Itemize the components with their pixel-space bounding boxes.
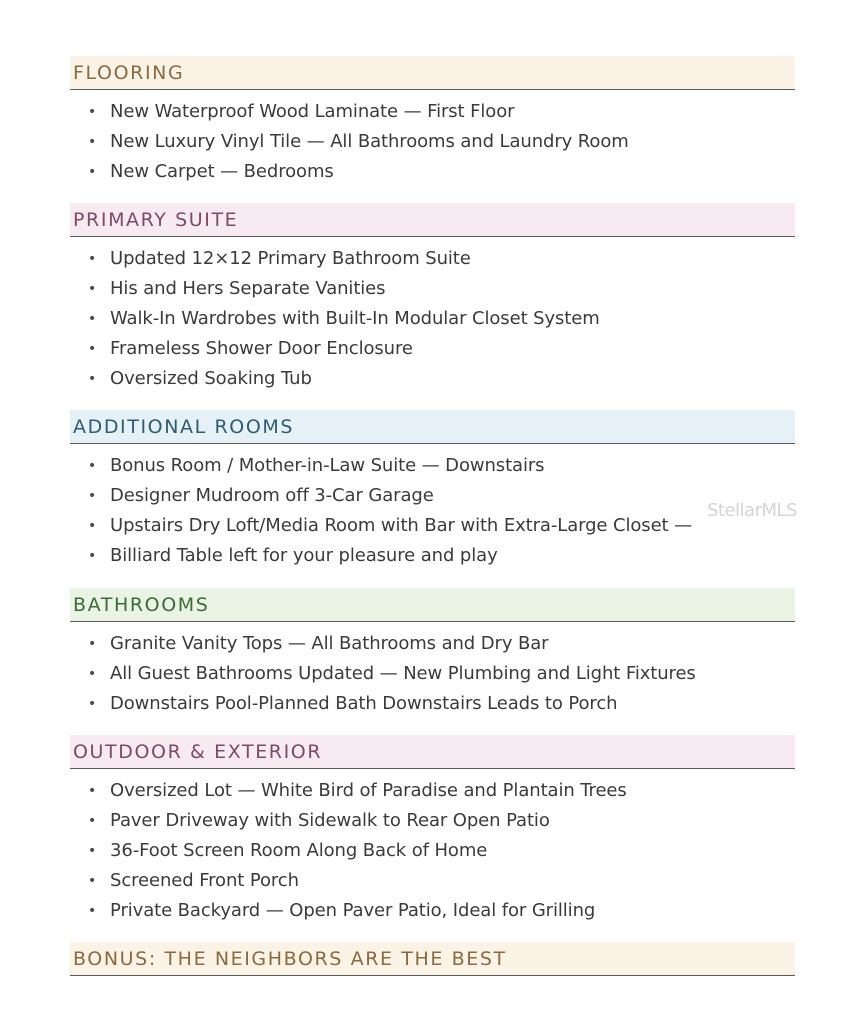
list-item: [70, 481, 795, 511]
item-text: 36-Foot Screen Room Along Back of Home: [110, 840, 488, 861]
list-item: [70, 364, 795, 394]
list-item: [70, 541, 795, 571]
list-item: [70, 244, 795, 274]
bullet-icon: •: [88, 371, 97, 387]
item-text: Upstairs Dry Loft/Media Room with Bar with Extra-Large Closet —: [110, 515, 693, 536]
item-text: Updated 12×12 Primary Bathroom Suite: [110, 248, 471, 269]
bullet-icon: •: [88, 873, 97, 889]
item-text: New Carpet — Bedrooms: [110, 161, 334, 182]
item-text: Screened Front Porch: [110, 870, 299, 891]
bullet-icon: •: [88, 281, 97, 297]
list-item: [70, 896, 795, 926]
bullet-icon: •: [88, 636, 97, 652]
section-header-additional-rooms: ADDITIONAL ROOMS: [70, 410, 795, 444]
item-text: Private Backyard — Open Paver Patio, Ideal for Grilling: [110, 900, 596, 921]
list-item: [70, 97, 795, 127]
item-text: Billiard Table left for your pleasure and play: [110, 545, 498, 566]
section-header-flooring: FLOORING: [70, 56, 795, 90]
item-list-bathrooms: [70, 622, 795, 719]
list-item: [70, 304, 795, 334]
section-flooring: [70, 56, 795, 187]
bullet-icon: •: [88, 696, 97, 712]
item-text: Paver Driveway with Sidewalk to Rear Open Patio: [110, 810, 550, 831]
bullet-icon: •: [88, 104, 97, 120]
bullet-icon: •: [88, 813, 97, 829]
bullet-icon: •: [88, 458, 97, 474]
item-text: Downstairs Pool-Planned Bath Downstairs Leads to Porch: [110, 693, 618, 714]
list-item: [70, 776, 795, 806]
list-item: [70, 157, 795, 187]
bullet-icon: •: [88, 518, 97, 534]
bullet-icon: •: [88, 311, 97, 327]
item-text: Designer Mudroom off 3-Car Garage: [110, 485, 434, 506]
item-text: Granite Vanity Tops — All Bathrooms and Dry Bar: [110, 633, 549, 654]
item-text: New Waterproof Wood Laminate — First Floor: [110, 101, 515, 122]
list-item: [70, 659, 795, 689]
item-text: Oversized Lot — White Bird of Paradise and Plantain Trees: [110, 780, 627, 801]
bullet-icon: •: [88, 251, 97, 267]
section-primary-suite: [70, 203, 795, 394]
item-list-primary-suite: [70, 237, 795, 394]
bullet-icon: •: [88, 488, 97, 504]
section-outdoor-exterior: [70, 735, 795, 926]
bullet-icon: •: [88, 134, 97, 150]
item-text: Oversized Soaking Tub: [110, 368, 312, 389]
item-text: New Luxury Vinyl Tile — All Bathrooms and Laundry Room: [110, 131, 629, 152]
list-item: [70, 689, 795, 719]
watermark-logo: StellarMLS: [707, 500, 797, 521]
bullet-icon: •: [88, 783, 97, 799]
item-text: Bonus Room / Mother-in-Law Suite — Downstairs: [110, 455, 545, 476]
bullet-icon: •: [88, 843, 97, 859]
list-item: [70, 836, 795, 866]
item-text: His and Hers Separate Vanities: [110, 278, 386, 299]
list-item: [70, 451, 795, 481]
section-bathrooms: [70, 588, 795, 719]
section-additional-rooms: [70, 410, 795, 571]
bullet-icon: •: [88, 903, 97, 919]
section-bonus: [70, 942, 795, 976]
list-item: [70, 334, 795, 364]
list-item: [70, 866, 795, 896]
section-header-outdoor-exterior: OUTDOOR & EXTERIOR: [70, 735, 795, 769]
list-item: [70, 806, 795, 836]
item-list-flooring: [70, 90, 795, 187]
item-list-additional-rooms: [70, 444, 795, 571]
section-header-primary-suite: PRIMARY SUITE: [70, 203, 795, 237]
bullet-icon: •: [88, 164, 97, 180]
item-text: Walk-In Wardrobes with Built-In Modular Closet System: [110, 308, 600, 329]
item-list-outdoor-exterior: [70, 769, 795, 926]
bullet-icon: •: [88, 548, 97, 564]
section-header-bathrooms: BATHROOMS: [70, 588, 795, 622]
list-item: [70, 274, 795, 304]
list-item: [70, 629, 795, 659]
list-item: [70, 511, 795, 541]
bullet-icon: •: [88, 341, 97, 357]
list-item: [70, 127, 795, 157]
item-text: Frameless Shower Door Enclosure: [110, 338, 413, 359]
bullet-icon: •: [88, 666, 97, 682]
item-text: All Guest Bathrooms Updated — New Plumbing and Light Fixtures: [110, 663, 696, 684]
section-header-bonus: BONUS: THE NEIGHBORS ARE THE BEST: [70, 942, 795, 976]
